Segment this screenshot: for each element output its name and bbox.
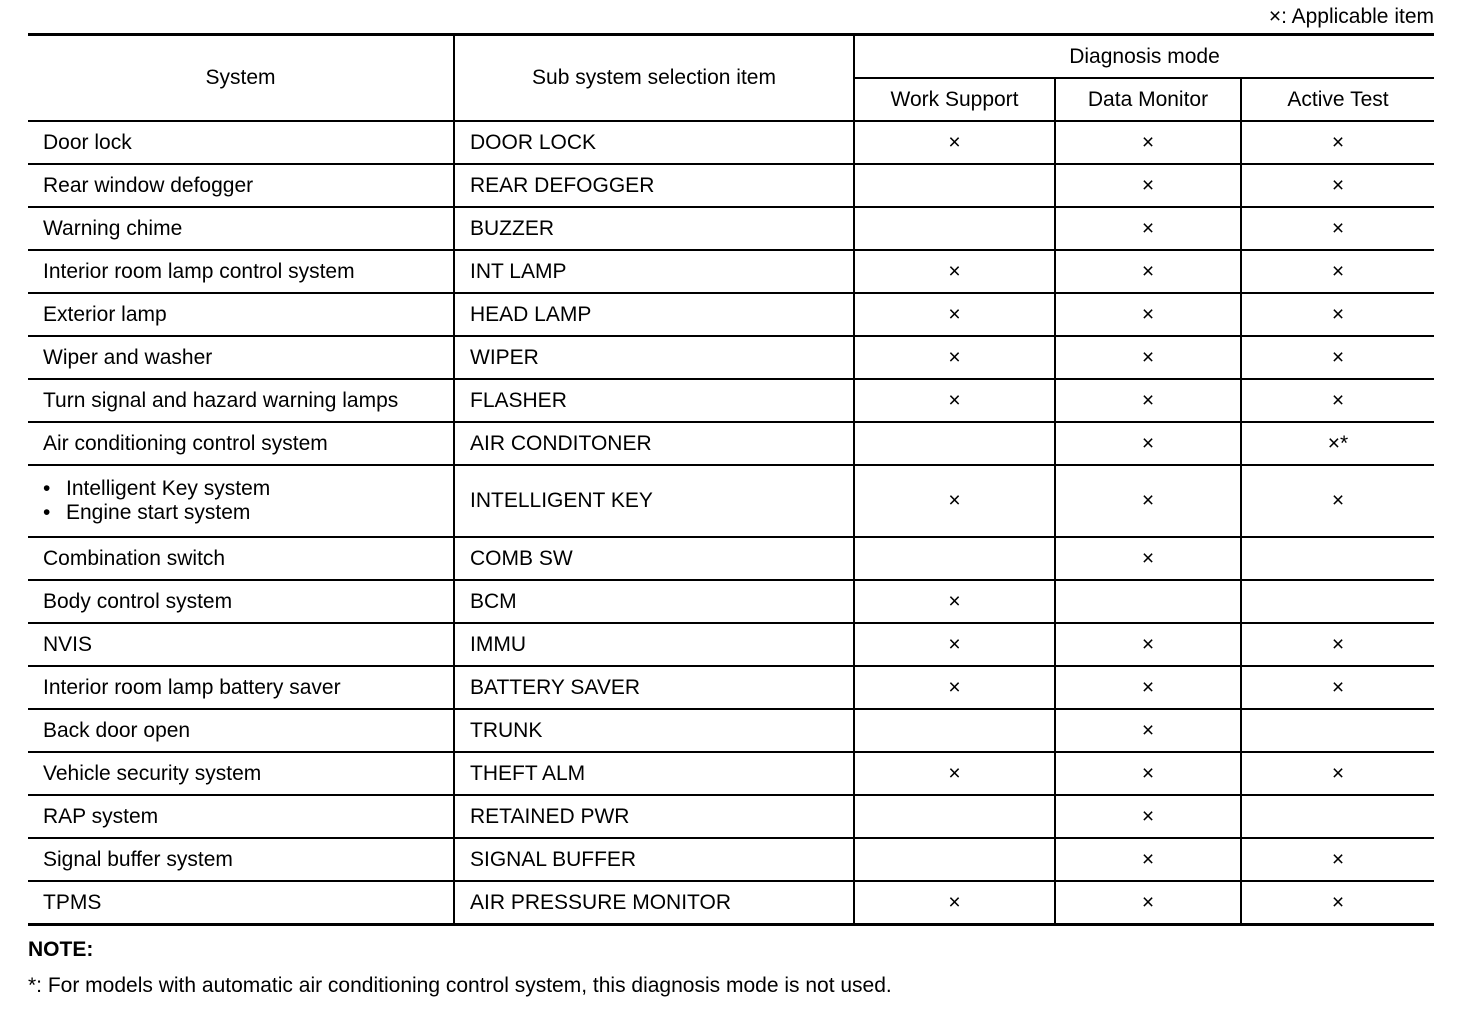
work-support-mark [854,709,1055,752]
table-row [28,666,1434,709]
sub-system-cell: REAR DEFOGGER [454,164,854,207]
work-support-mark: × [854,293,1055,336]
work-support-mark [854,537,1055,580]
table-row [28,580,1434,623]
header-work-support: Work Support [854,78,1055,121]
table-row [28,709,1434,752]
system-list-item: • Intelligent Key system [43,477,453,501]
table-row [28,121,1434,164]
work-support-mark: × [854,580,1055,623]
system-cell: Combination switch [28,537,454,580]
sub-system-cell: AIR PRESSURE MONITOR [454,881,854,925]
active-test-mark: × [1241,838,1434,881]
sub-system-cell: DOOR LOCK [454,121,854,164]
active-test-mark [1241,795,1434,838]
work-support-mark [854,838,1055,881]
sub-system-cell: COMB SW [454,537,854,580]
system-cell: Exterior lamp [28,293,454,336]
work-support-mark: × [854,881,1055,925]
data-monitor-mark: × [1055,709,1241,752]
table-row [28,207,1434,250]
sub-system-cell: TRUNK [454,709,854,752]
data-monitor-mark: × [1055,336,1241,379]
sub-system-cell: FLASHER [454,379,854,422]
note-text: *: For models with automatic air conditioning control system, this diagnosis mode is not used. [28,974,892,997]
sub-system-cell: IMMU [454,623,854,666]
table-row [28,752,1434,795]
header-system: System [28,35,454,122]
work-support-mark [854,422,1055,465]
table-row [28,164,1434,207]
active-test-mark [1241,709,1434,752]
active-test-mark: × [1241,250,1434,293]
active-test-mark: × [1241,465,1434,537]
system-list [43,477,453,525]
work-support-mark: × [854,752,1055,795]
data-monitor-mark: × [1055,207,1241,250]
table-row [28,465,1434,537]
system-cell: Wiper and washer [28,336,454,379]
data-monitor-mark: × [1055,379,1241,422]
table-row [28,250,1434,293]
note-title: NOTE: [28,938,94,961]
sub-system-cell: BCM [454,580,854,623]
active-test-mark: × [1241,336,1434,379]
sub-system-cell: INTELLIGENT KEY [454,465,854,537]
system-cell: RAP system [28,795,454,838]
work-support-mark: × [854,121,1055,164]
active-test-mark: × [1241,293,1434,336]
active-test-mark: × [1241,881,1434,925]
table-row [28,881,1434,925]
system-cell: Air conditioning control system [28,422,454,465]
data-monitor-mark: × [1055,250,1241,293]
active-test-mark [1241,537,1434,580]
active-test-mark: × [1241,623,1434,666]
system-cell: Body control system [28,580,454,623]
system-cell: Interior room lamp control system [28,250,454,293]
work-support-mark: × [854,623,1055,666]
active-test-mark [1241,580,1434,623]
table-row [28,795,1434,838]
data-monitor-mark: × [1055,623,1241,666]
data-monitor-mark [1055,580,1241,623]
sub-system-cell: BUZZER [454,207,854,250]
data-monitor-mark: × [1055,422,1241,465]
active-test-mark: × [1241,207,1434,250]
work-support-mark: × [854,379,1055,422]
system-cell: Rear window defogger [28,164,454,207]
data-monitor-mark: × [1055,795,1241,838]
system-cell: Signal buffer system [28,838,454,881]
system-cell: NVIS [28,623,454,666]
active-test-mark: ×* [1241,422,1434,465]
legend: ×: Applicable item [1268,5,1434,28]
active-test-mark: × [1241,379,1434,422]
work-support-mark: × [854,336,1055,379]
sub-system-cell: WIPER [454,336,854,379]
work-support-mark [854,164,1055,207]
sub-system-cell: INT LAMP [454,250,854,293]
system-cell: Door lock [28,121,454,164]
table-row [28,336,1434,379]
work-support-mark [854,795,1055,838]
active-test-mark: × [1241,121,1434,164]
work-support-mark: × [854,250,1055,293]
data-monitor-mark: × [1055,838,1241,881]
data-monitor-mark: × [1055,164,1241,207]
data-monitor-mark: × [1055,537,1241,580]
active-test-mark: × [1241,164,1434,207]
data-monitor-mark: × [1055,881,1241,925]
system-cell [28,465,454,537]
sub-system-cell: SIGNAL BUFFER [454,838,854,881]
table-row [28,537,1434,580]
system-cell: Interior room lamp battery saver [28,666,454,709]
work-support-mark: × [854,465,1055,537]
data-monitor-mark: × [1055,465,1241,537]
system-cell: TPMS [28,881,454,925]
system-cell: Turn signal and hazard warning lamps [28,379,454,422]
system-cell: Back door open [28,709,454,752]
active-test-mark: × [1241,666,1434,709]
header-diagnosis-mode: Diagnosis mode [854,35,1434,79]
diagnosis-mode-table [28,33,1434,926]
system-cell: Vehicle security system [28,752,454,795]
system-cell: Warning chime [28,207,454,250]
table-row [28,293,1434,336]
sub-system-cell: RETAINED PWR [454,795,854,838]
sub-system-cell: BATTERY SAVER [454,666,854,709]
sub-system-cell: HEAD LAMP [454,293,854,336]
header-sub-system: Sub system selection item [454,35,854,122]
active-test-mark: × [1241,752,1434,795]
data-monitor-mark: × [1055,752,1241,795]
sub-system-cell: THEFT ALM [454,752,854,795]
work-support-mark: × [854,666,1055,709]
table-row [28,623,1434,666]
data-monitor-mark: × [1055,293,1241,336]
system-list-item: • Engine start system [43,501,453,525]
sub-system-cell: AIR CONDITONER [454,422,854,465]
data-monitor-mark: × [1055,121,1241,164]
table-row [28,838,1434,881]
table-row [28,379,1434,422]
header-active-test: Active Test [1241,78,1434,121]
header-data-monitor: Data Monitor [1055,78,1241,121]
work-support-mark [854,207,1055,250]
data-monitor-mark: × [1055,666,1241,709]
table-row [28,422,1434,465]
